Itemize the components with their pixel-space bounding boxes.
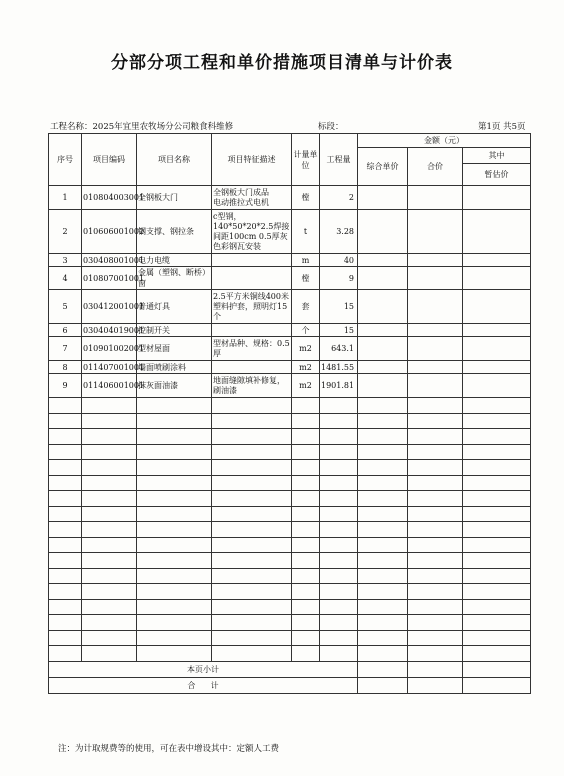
table-row bbox=[49, 337, 531, 361]
empty-cell bbox=[463, 522, 531, 538]
empty-cell bbox=[137, 615, 212, 631]
empty-cell bbox=[49, 475, 82, 491]
empty-cell bbox=[358, 630, 408, 646]
empty-cell bbox=[137, 506, 212, 522]
empty-cell bbox=[408, 444, 463, 460]
row-code: 010901002001 bbox=[82, 337, 137, 361]
empty-cell bbox=[82, 630, 137, 646]
empty-cell bbox=[212, 553, 292, 569]
empty-cell bbox=[358, 599, 408, 615]
empty-row bbox=[49, 475, 531, 491]
row-unit-price bbox=[358, 290, 408, 324]
row-name: 钢支撑、钢拉条 bbox=[137, 210, 212, 254]
empty-cell bbox=[358, 413, 408, 429]
empty-cell bbox=[292, 398, 320, 414]
empty-cell bbox=[320, 522, 358, 538]
empty-cell bbox=[212, 537, 292, 553]
empty-cell bbox=[320, 429, 358, 445]
row-total bbox=[408, 267, 463, 290]
empty-cell bbox=[82, 429, 137, 445]
empty-cell bbox=[320, 615, 358, 631]
empty-cell bbox=[49, 568, 82, 584]
table-row bbox=[49, 210, 531, 254]
row-qty: 643.1 bbox=[320, 337, 358, 361]
empty-cell bbox=[137, 429, 212, 445]
header-code: 项目编码 bbox=[82, 134, 137, 186]
empty-cell bbox=[49, 615, 82, 631]
empty-cell bbox=[408, 522, 463, 538]
row-qty: 1481.55 bbox=[320, 361, 358, 374]
empty-cell bbox=[358, 475, 408, 491]
row-provisional bbox=[463, 337, 531, 361]
row-unit-price bbox=[358, 324, 408, 337]
empty-cell bbox=[408, 491, 463, 507]
row-name: 普通灯具 bbox=[137, 290, 212, 324]
empty-cell bbox=[292, 491, 320, 507]
empty-cell bbox=[320, 568, 358, 584]
row-code: 010807001001 bbox=[82, 267, 137, 290]
empty-cell bbox=[320, 630, 358, 646]
row-provisional bbox=[463, 290, 531, 324]
empty-cell bbox=[82, 537, 137, 553]
table-row bbox=[49, 267, 531, 290]
empty-cell bbox=[137, 522, 212, 538]
row-qty: 40 bbox=[320, 254, 358, 267]
empty-cell bbox=[49, 398, 82, 414]
empty-cell bbox=[212, 646, 292, 662]
total-row bbox=[49, 677, 531, 693]
empty-cell bbox=[212, 475, 292, 491]
empty-cell bbox=[82, 506, 137, 522]
empty-cell bbox=[320, 444, 358, 460]
header-name: 项目名称 bbox=[137, 134, 212, 186]
table-row bbox=[49, 186, 531, 210]
row-provisional bbox=[463, 186, 531, 210]
row-unit-price bbox=[358, 210, 408, 254]
row-name: 电力电缆 bbox=[137, 254, 212, 267]
row-provisional bbox=[463, 210, 531, 254]
empty-cell bbox=[212, 599, 292, 615]
row-feature: c型钢，140*50*20*2.5焊接 间距100cm 0.5厚灰色彩钢瓦安装 bbox=[212, 210, 292, 254]
empty-row bbox=[49, 506, 531, 522]
page-title: 分部分项工程和单价措施项目清单与计价表 bbox=[111, 53, 453, 73]
empty-cell bbox=[137, 568, 212, 584]
empty-cell bbox=[82, 599, 137, 615]
row-code: 030404019001 bbox=[83, 325, 145, 335]
empty-cell bbox=[320, 460, 358, 476]
empty-cell bbox=[408, 646, 463, 662]
row-name: 全钢板大门 bbox=[137, 186, 212, 210]
empty-cell bbox=[137, 537, 212, 553]
empty-cell bbox=[463, 584, 531, 600]
row-provisional bbox=[463, 267, 531, 290]
empty-cell bbox=[408, 615, 463, 631]
row-unit: m2 bbox=[292, 361, 320, 374]
empty-cell bbox=[463, 599, 531, 615]
row-seq: 5 bbox=[49, 290, 82, 324]
empty-cell bbox=[463, 491, 531, 507]
empty-row bbox=[49, 522, 531, 538]
empty-row bbox=[49, 398, 531, 414]
row-name: 墙面喷刷涂料 bbox=[137, 361, 212, 374]
empty-cell bbox=[358, 506, 408, 522]
empty-cell bbox=[212, 444, 292, 460]
empty-cell bbox=[463, 677, 531, 693]
empty-cell bbox=[137, 444, 212, 460]
empty-cell bbox=[408, 661, 463, 677]
row-unit-price bbox=[358, 186, 408, 210]
row-provisional bbox=[463, 254, 531, 267]
row-seq: 4 bbox=[49, 267, 82, 290]
row-code: 011407001001 bbox=[83, 362, 145, 372]
empty-cell bbox=[49, 491, 82, 507]
row-qty: 15 bbox=[320, 324, 358, 337]
empty-cell bbox=[212, 615, 292, 631]
row-seq: 6 bbox=[49, 324, 82, 337]
empty-cell bbox=[82, 413, 137, 429]
empty-cell bbox=[137, 584, 212, 600]
empty-cell bbox=[358, 615, 408, 631]
row-unit-price bbox=[358, 267, 408, 290]
empty-cell bbox=[212, 413, 292, 429]
header-amount: 金额（元） bbox=[358, 134, 531, 148]
row-code: 011406001001 bbox=[82, 374, 137, 398]
empty-cell bbox=[49, 444, 82, 460]
row-total bbox=[408, 374, 463, 398]
empty-cell bbox=[408, 677, 463, 693]
empty-cell bbox=[292, 584, 320, 600]
empty-cell bbox=[463, 646, 531, 662]
empty-cell bbox=[408, 429, 463, 445]
empty-cell bbox=[292, 522, 320, 538]
empty-cell bbox=[408, 537, 463, 553]
empty-cell bbox=[82, 646, 137, 662]
empty-cell bbox=[463, 429, 531, 445]
empty-cell bbox=[292, 615, 320, 631]
header-total: 合价 bbox=[408, 148, 463, 186]
empty-cell bbox=[292, 475, 320, 491]
row-total bbox=[408, 361, 463, 374]
empty-cell bbox=[212, 584, 292, 600]
empty-cell bbox=[463, 630, 531, 646]
empty-cell bbox=[49, 646, 82, 662]
row-qty: 15 bbox=[320, 290, 358, 324]
empty-cell bbox=[49, 584, 82, 600]
row-provisional bbox=[463, 324, 531, 337]
empty-cell bbox=[212, 429, 292, 445]
empty-cell bbox=[463, 661, 531, 677]
empty-cell bbox=[358, 661, 408, 677]
empty-cell bbox=[49, 460, 82, 476]
row-unit: m2 bbox=[292, 337, 320, 361]
empty-cell bbox=[358, 398, 408, 414]
empty-cell bbox=[292, 553, 320, 569]
empty-cell bbox=[49, 429, 82, 445]
row-unit: 樘 bbox=[292, 186, 320, 210]
table-row bbox=[49, 361, 531, 374]
row-unit-price bbox=[358, 361, 408, 374]
empty-cell bbox=[292, 460, 320, 476]
subtotal-row bbox=[49, 661, 531, 677]
empty-cell bbox=[212, 398, 292, 414]
header-unit-price: 综合单价 bbox=[358, 148, 408, 186]
row-name: 控制开关 bbox=[137, 324, 212, 337]
empty-cell bbox=[292, 599, 320, 615]
empty-cell bbox=[358, 429, 408, 445]
empty-cell bbox=[82, 475, 137, 491]
empty-cell bbox=[82, 553, 137, 569]
empty-cell bbox=[358, 444, 408, 460]
empty-cell bbox=[358, 677, 408, 693]
empty-cell bbox=[408, 506, 463, 522]
empty-cell bbox=[463, 537, 531, 553]
header-unit: 计量单位 bbox=[292, 134, 320, 186]
empty-row bbox=[49, 646, 531, 662]
empty-cell bbox=[320, 553, 358, 569]
empty-cell bbox=[358, 646, 408, 662]
empty-cell bbox=[408, 460, 463, 476]
row-seq: 9 bbox=[49, 374, 82, 398]
row-feature bbox=[212, 254, 292, 267]
empty-cell bbox=[292, 506, 320, 522]
empty-cell bbox=[358, 537, 408, 553]
empty-cell bbox=[82, 584, 137, 600]
empty-cell bbox=[49, 630, 82, 646]
table-row bbox=[49, 374, 531, 398]
empty-cell bbox=[137, 398, 212, 414]
section-label: 标段： bbox=[318, 122, 344, 132]
empty-cell bbox=[463, 506, 531, 522]
empty-cell bbox=[463, 398, 531, 414]
empty-cell bbox=[320, 475, 358, 491]
empty-cell bbox=[408, 398, 463, 414]
empty-row bbox=[49, 599, 531, 615]
empty-cell bbox=[408, 413, 463, 429]
header-of-which: 其中 bbox=[463, 148, 531, 164]
empty-row bbox=[49, 491, 531, 507]
row-unit-price bbox=[358, 337, 408, 361]
row-code: 030408001001 bbox=[83, 255, 145, 265]
row-unit: 樘 bbox=[292, 267, 320, 290]
row-unit-price bbox=[358, 374, 408, 398]
empty-cell bbox=[212, 506, 292, 522]
empty-cell bbox=[137, 475, 212, 491]
empty-row bbox=[49, 553, 531, 569]
row-qty: 2 bbox=[320, 186, 358, 210]
empty-cell bbox=[358, 522, 408, 538]
empty-cell bbox=[358, 553, 408, 569]
empty-cell bbox=[320, 537, 358, 553]
empty-cell bbox=[408, 630, 463, 646]
empty-cell bbox=[292, 444, 320, 460]
row-code: 010606001002 bbox=[82, 210, 137, 254]
row-total bbox=[408, 210, 463, 254]
row-name: 金属（塑钢、断桥）窗 bbox=[138, 268, 210, 288]
row-seq: 7 bbox=[49, 337, 82, 361]
row-feature bbox=[212, 324, 292, 337]
empty-cell bbox=[82, 398, 137, 414]
header-feature: 项目特征描述 bbox=[212, 134, 292, 186]
empty-cell bbox=[463, 413, 531, 429]
row-feature bbox=[212, 361, 292, 374]
empty-cell bbox=[137, 491, 212, 507]
empty-cell bbox=[212, 630, 292, 646]
empty-cell bbox=[320, 491, 358, 507]
row-code: 010804003001 bbox=[82, 186, 137, 210]
empty-row bbox=[49, 460, 531, 476]
empty-cell bbox=[408, 553, 463, 569]
row-feature: 2.5平方米铜线400米塑料护套，照明灯15个 bbox=[212, 290, 292, 324]
empty-cell bbox=[320, 413, 358, 429]
empty-row bbox=[49, 429, 531, 445]
empty-cell bbox=[137, 630, 212, 646]
empty-row bbox=[49, 413, 531, 429]
header-provisional: 暂估价 bbox=[463, 164, 531, 186]
empty-cell bbox=[82, 444, 137, 460]
bill-table bbox=[48, 133, 531, 694]
empty-cell bbox=[212, 491, 292, 507]
row-feature bbox=[212, 267, 292, 290]
empty-row bbox=[49, 537, 531, 553]
empty-cell bbox=[320, 506, 358, 522]
empty-cell bbox=[320, 398, 358, 414]
empty-cell bbox=[137, 413, 212, 429]
row-unit: t bbox=[292, 210, 320, 254]
empty-cell bbox=[408, 475, 463, 491]
row-provisional bbox=[463, 374, 531, 398]
empty-cell bbox=[137, 460, 212, 476]
row-total bbox=[408, 290, 463, 324]
row-total bbox=[408, 186, 463, 210]
row-unit: 个 bbox=[292, 324, 320, 337]
empty-row bbox=[49, 584, 531, 600]
row-seq: 8 bbox=[49, 361, 82, 374]
empty-cell bbox=[49, 413, 82, 429]
header-qty: 工程量 bbox=[320, 134, 358, 186]
empty-cell bbox=[49, 522, 82, 538]
footnote: 注：为计取规费等的使用，可在表中增设其中：定额人工费 bbox=[58, 744, 280, 754]
empty-cell bbox=[463, 553, 531, 569]
row-feature: 地面缝隙填补修复，刷油漆 bbox=[212, 374, 292, 398]
empty-cell bbox=[463, 568, 531, 584]
empty-cell bbox=[82, 522, 137, 538]
header-seq: 序号 bbox=[49, 134, 82, 186]
empty-cell bbox=[292, 646, 320, 662]
page-number: 第1页 共5页 bbox=[478, 122, 526, 132]
empty-cell bbox=[82, 491, 137, 507]
empty-cell bbox=[49, 506, 82, 522]
row-qty: 3.28 bbox=[320, 210, 358, 254]
empty-cell bbox=[463, 444, 531, 460]
total-row-label: 合 计 bbox=[49, 677, 358, 693]
empty-cell bbox=[408, 599, 463, 615]
empty-cell bbox=[49, 599, 82, 615]
empty-cell bbox=[212, 460, 292, 476]
empty-cell bbox=[292, 537, 320, 553]
empty-cell bbox=[320, 599, 358, 615]
subtotal-row-label: 本页小计 bbox=[49, 661, 358, 677]
row-unit: m bbox=[292, 254, 320, 267]
empty-cell bbox=[49, 553, 82, 569]
empty-cell bbox=[292, 413, 320, 429]
row-provisional bbox=[463, 361, 531, 374]
empty-cell bbox=[408, 568, 463, 584]
empty-cell bbox=[137, 599, 212, 615]
empty-cell bbox=[320, 584, 358, 600]
empty-cell bbox=[292, 429, 320, 445]
row-total bbox=[408, 254, 463, 267]
empty-cell bbox=[320, 646, 358, 662]
row-qty: 1901.81 bbox=[320, 374, 358, 398]
row-feature: 型材品种、规格：0.5厚 bbox=[212, 337, 292, 361]
row-qty: 9 bbox=[320, 267, 358, 290]
table-row bbox=[49, 324, 531, 337]
empty-cell bbox=[212, 522, 292, 538]
empty-cell bbox=[212, 568, 292, 584]
empty-cell bbox=[358, 491, 408, 507]
empty-cell bbox=[292, 568, 320, 584]
empty-cell bbox=[358, 460, 408, 476]
empty-cell bbox=[82, 568, 137, 584]
table-row bbox=[49, 290, 531, 324]
empty-cell bbox=[49, 537, 82, 553]
empty-cell bbox=[82, 460, 137, 476]
row-seq: 1 bbox=[49, 186, 82, 210]
row-seq: 3 bbox=[49, 254, 82, 267]
empty-cell bbox=[463, 615, 531, 631]
row-unit: 套 bbox=[292, 290, 320, 324]
empty-row bbox=[49, 615, 531, 631]
empty-cell bbox=[358, 584, 408, 600]
empty-cell bbox=[137, 553, 212, 569]
empty-cell bbox=[137, 646, 212, 662]
project-name: 工程名称：2025年宜里农牧场分公司粮食科维修 bbox=[50, 122, 234, 132]
row-total bbox=[408, 337, 463, 361]
empty-cell bbox=[463, 460, 531, 476]
row-feature: 全钢板大门成品 电动推拉式电机 bbox=[212, 186, 292, 210]
empty-cell bbox=[82, 615, 137, 631]
empty-cell bbox=[358, 568, 408, 584]
row-name: 抹灰面油漆 bbox=[137, 374, 212, 398]
empty-cell bbox=[292, 630, 320, 646]
empty-cell bbox=[463, 475, 531, 491]
table-row bbox=[49, 254, 531, 267]
row-total bbox=[408, 324, 463, 337]
row-seq: 2 bbox=[49, 210, 82, 254]
row-unit-price bbox=[358, 254, 408, 267]
empty-cell bbox=[408, 584, 463, 600]
row-unit: m2 bbox=[292, 374, 320, 398]
row-code: 030412001001 bbox=[82, 290, 137, 324]
empty-row bbox=[49, 630, 531, 646]
empty-row bbox=[49, 568, 531, 584]
row-name: 型材屋面 bbox=[137, 337, 212, 361]
empty-row bbox=[49, 444, 531, 460]
